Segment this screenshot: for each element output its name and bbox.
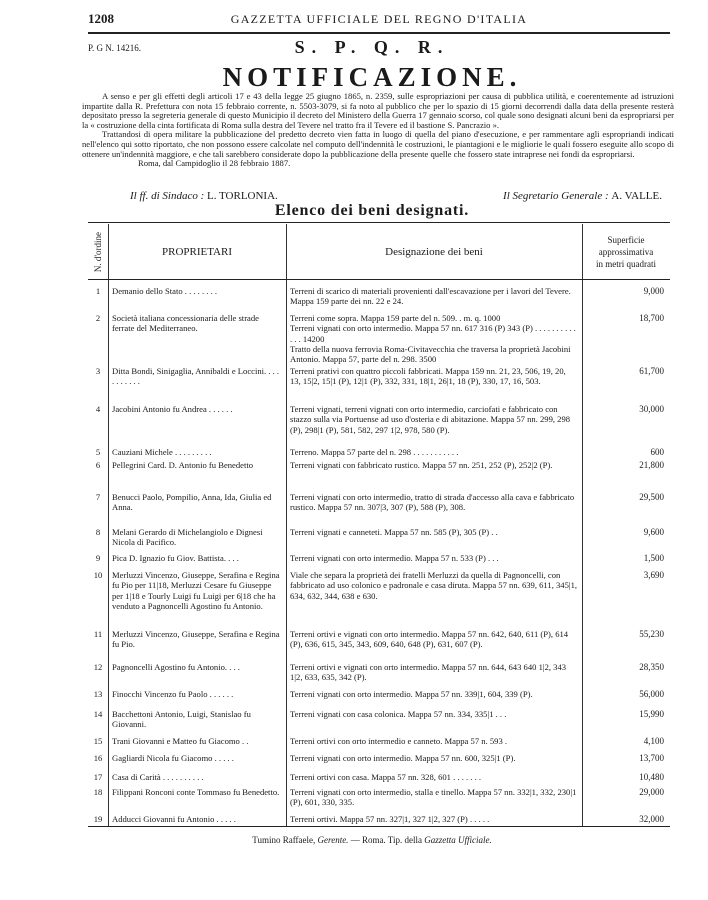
- row-area: 61,700: [639, 366, 664, 376]
- row-owner: Pica D. Ignazio fu Giov. Battista. . . .: [112, 553, 239, 563]
- header-rule: [88, 32, 670, 34]
- notice-date: Roma, dal Campidoglio il 28 febbraio 1887.: [138, 158, 291, 169]
- row-goods: Terreni vignati con orto intermedio, stalla e tinello. Mappa 57 nn. 332|1, 332, 230|1 (P), 601, 330, 335.: [290, 787, 577, 808]
- page-number: 1208: [88, 11, 114, 26]
- row-owner: Casa di Carità . . . . . . . . . .: [112, 772, 204, 782]
- row-area: 30,000: [639, 404, 664, 414]
- row-number: 6: [95, 460, 101, 470]
- row-owner: Ditta Bondi, Sinigaglia, Annibaldi e Loccini. . . . . . . . . . .: [112, 366, 280, 387]
- signature-mayor-name: L. TORLONIA.: [207, 190, 278, 202]
- row-number: 15: [93, 736, 103, 746]
- printer-footer: [0, 835, 708, 845]
- row-owner: Benucci Paolo, Pompilio, Anna, Ida, Giulia ed Anna.: [112, 492, 272, 513]
- row-goods: Terreni vignati con fabbricato rustico. Mappa 57 nn. 251, 252 (P), 252|2 (P).: [290, 460, 553, 470]
- row-owner: Bacchettoni Antonio, Luigi, Stanislao fu Giovanni.: [112, 709, 251, 730]
- row-area: 28,350: [639, 662, 664, 672]
- row-number: 13: [93, 689, 103, 699]
- notice-paragraph-1: A senso e per gli effetti degli articoli 17 e 43 della legge 25 giugno 1865, n. 2359, sulle espropriazioni per causa di pubblica utilità, e coerentemente ad istruzioni impartite dalla R. Prefettura con nota 15 febbraio corrente, n. 5503-3079, si fa noto al pubblico che per lo spazio di 15 giorni decorrendi dalla data della presente resterà depositato presso la segreteria generale di questo Municipio il decreto del Ministero della Guerra 17 gennaio scorso, col quale sono designati alcuni beni da espropriarsi per la « costruzione della cinta fortificata di Roma sulla destra del Tevere nel tratto fra il Tevere ed il bastione S. Pancrazio ».: [82, 91, 674, 130]
- row-goods: Terreni prativi con quattro piccoli fabbricati. Mappa 159 nn. 21, 23, 506, 19, 20, 13, 15|2, 15|1 (P), 12|1 (P), 332, 331, 18|1, 26|1, 18 (P), 330, 17, 16, 503.: [290, 366, 566, 387]
- row-number: 17: [93, 772, 103, 782]
- footer-manager-role: Gerente.: [317, 835, 349, 845]
- row-area: 29,500: [639, 492, 664, 502]
- row-number: 10: [93, 570, 103, 580]
- row-owner: Merluzzi Vincenzo, Giuseppe, Serafina e Regina fu Pio.: [112, 629, 280, 650]
- row-number: 4: [95, 404, 101, 414]
- header-owners: PROPRIETARI: [161, 245, 233, 258]
- list-title-rule: [88, 222, 670, 223]
- row-goods: Terreni ortivi e vignati con orto intermedio. Mappa 57 nn. 642, 640, 611 (P), 614 (P), 636, 615, 345, 343, 609, 640, 648 (P), 631, 607 (P).: [290, 629, 569, 650]
- row-area: 600: [650, 447, 664, 457]
- notice-body: [82, 92, 674, 169]
- page-header: [88, 11, 670, 31]
- row-goods: Terreni ortivi con casa. Mappa 57 nn. 328, 601 . . . . . . .: [290, 772, 482, 782]
- row-owner: Finocchi Vincenzo fu Paolo . . . . . .: [112, 689, 234, 699]
- row-owner: Pellegrini Card. D. Antonio fu Benedetto: [112, 460, 254, 470]
- bottom-rule: [88, 826, 670, 827]
- row-owner: Società italiana concessionaria delle strade ferrate del Mediterraneo.: [112, 313, 259, 334]
- row-goods: Terreni ortivi. Mappa 57 nn. 327|1, 327 1|2, 327 (P) . . . . .: [290, 814, 490, 824]
- row-number: 9: [95, 553, 101, 563]
- column-divider: [108, 224, 109, 826]
- row-area: 1,500: [643, 553, 664, 563]
- row-goods: Terreni vignati con casa colonica. Mappa 57 nn. 334, 335|1 . . .: [290, 709, 507, 719]
- row-number: 18: [93, 787, 103, 797]
- column-divider: [286, 224, 287, 826]
- column-divider: [582, 224, 583, 826]
- row-area: 3,690: [643, 570, 664, 580]
- row-owner: Demanio dello Stato . . . . . . . .: [112, 286, 218, 296]
- header-number-label: N. d'ordine: [93, 231, 103, 272]
- row-area: 9,000: [643, 286, 664, 296]
- row-owner: Pagnoncelli Agostino fu Antonio. . . .: [112, 662, 240, 672]
- notice-paragraph-2: Trattandosi di opera militare la pubblicazione del predetto decreto vien fatta in luogo di quella del piano d'esecuzione, e per rammentare agli espropriandi indicati nell'elenco qui sotto riportato, che non possono essere calcolate nel computo dell'indennità le costruzioni, le piantagioni e le migliorie le quali fossero eseguite allo scopo di ottenere un'indennità maggiore, e che tali sarebbero considerate dopo la pubblicazione della presente quelle che fossero state intraprese nei fondi da espropriarsi.: [82, 129, 674, 159]
- row-owner: Filippani Ronconi conte Tommaso fu Benedetto.: [112, 787, 280, 797]
- row-area: 56,000: [639, 689, 664, 699]
- row-goods: Terreni come sopra. Mappa 159 parte del n. 509. . m. q. 1000 Terreni vignati con orto intermedio. Mappa 57 nn. 617 316 (P) 343 (P) . . . . . . . . . . . . . 14200 Tratto della nuova ferrovia Roma-Civitavecchia che traversa la proprietà Jacobini Antonio. Mappa 57, parte del n. 298. 3500: [290, 313, 576, 365]
- gazette-title: GAZZETTA UFFICIALE DEL REGNO D'ITALIA: [230, 12, 528, 26]
- signature-mayor-label: Il ff. di Sindaco :: [130, 190, 205, 202]
- row-goods: Terreni vignati con orto intermedio. Mappa 57 nn. 600, 325|1 (P).: [290, 753, 516, 763]
- row-goods: Terreni vignati con orto intermedio, tratto di strada d'accesso alla cava e fabbricato rustico. Mappa 57 nn. 307|3, 307 (P), 588 (P), 308.: [290, 492, 575, 513]
- row-goods: Terreni di scarico di materiali provenienti dall'escavazione per i lavori del Tevere. Mappa 159 parte dei nn. 22 e 24.: [290, 286, 571, 307]
- notice-heading: NOTIFICAZIONE.: [222, 62, 522, 92]
- row-area: 10,480: [639, 772, 664, 782]
- row-number: 1: [95, 286, 101, 296]
- row-area: 18,700: [639, 313, 664, 323]
- row-owner: Cauziani Michele . . . . . . . . .: [112, 447, 212, 457]
- header-area-line: approssimativa: [598, 246, 654, 257]
- row-area: 32,000: [639, 814, 664, 824]
- row-goods: Terreni ortivi e vignati con orto intermedio. Mappa 57 nn. 644, 643 640 1|2, 343 1|2, 633, 635, 342 (P).: [290, 662, 567, 683]
- header-goods: Designazione dei beni: [385, 245, 483, 258]
- header-area-line: Superficie: [607, 234, 645, 245]
- row-number: 8: [95, 527, 101, 537]
- signature-secretary-label: Il Segretario Generale :: [503, 190, 609, 202]
- row-number: 2: [95, 313, 101, 323]
- signature-secretary: [503, 190, 662, 202]
- signatures: [130, 190, 662, 202]
- row-owner: Melani Gerardo di Michelangiolo e Dignesi Nicola di Pacifico.: [112, 527, 263, 548]
- row-owner: Merluzzi Vincenzo, Giuseppe, Serafina e Regina fu Pio per 11|18, Merluzzi Cesare fu Giuseppe per 1|18 e Tourly Luigi fu Luigi per 6|18 che ha venduto a Pagnoncelli Agostino fu Antonio.: [112, 570, 280, 611]
- row-goods: Terreni vignati e canneteti. Mappa 57 nn. 585 (P), 305 (P) . .: [290, 527, 498, 537]
- row-goods: Terreni vignati con orto intermedio. Mappa 57 nn. 339|1, 604, 339 (P).: [290, 689, 533, 699]
- row-owner: Trani Giovanni e Matteo fu Giacomo . .: [112, 736, 249, 746]
- row-area: 21,800: [639, 460, 664, 470]
- notice-reference: P. G N. 14216.: [88, 43, 142, 53]
- table-header: [88, 224, 670, 280]
- signature-secretary-name: A. VALLE.: [611, 190, 662, 202]
- row-number: 14: [93, 709, 103, 719]
- row-goods: Viale che separa la proprietà dei fratelli Merluzzi da quella di Pagnoncelli, con fabbricato ad uso colonico e padronale e casa diruta. Mappa 57 nn. 639, 611, 345|1, 634, 632, 344, 638 e 630.: [290, 570, 578, 601]
- row-number: 5: [95, 447, 101, 457]
- list-title: Elenco dei beni designati.: [274, 202, 470, 219]
- row-goods: Terreni vignati, terreni vignati con orto intermedio, carciofati e fabbricato con stazzo sulla via Portuense ad uso d'osteria e di abitazione. Mappa 57 nn. 299, 298 (P), 298|1 (P), 581, 582, 297 1|2, 978, 580 (P).: [290, 404, 571, 435]
- header-number: [88, 224, 108, 279]
- row-area: 15,990: [639, 709, 664, 719]
- header-area-line: in metri quadrati: [596, 258, 656, 269]
- footer-gazette: Gazzetta Ufficiale.: [424, 835, 492, 845]
- spqr-heading: S. P. Q. R.: [294, 37, 450, 57]
- row-number: 19: [93, 814, 103, 824]
- row-goods: Terreni vignati con orto intermedio. Mappa 57 n. 533 (P) . . .: [290, 553, 499, 563]
- row-number: 12: [93, 662, 103, 672]
- row-owner: Adducci Giovanni fu Antonio . . . . .: [112, 814, 236, 824]
- row-number: 3: [95, 366, 101, 376]
- row-goods: Terreno. Mappa 57 parte del n. 298 . . . . . . . . . . .: [290, 447, 459, 457]
- row-area: 29,000: [639, 787, 664, 797]
- header-area: [582, 224, 670, 279]
- row-number: 7: [95, 492, 101, 502]
- signature-mayor: [130, 190, 278, 202]
- row-number: 11: [93, 629, 103, 639]
- row-goods: Terreni ortivi con orto intermedio e canneto. Mappa 57 n. 593 .: [290, 736, 508, 746]
- footer-printer: — Roma. Tip. della: [350, 835, 422, 845]
- goods-table: [88, 224, 670, 824]
- row-area: 4,100: [643, 736, 664, 746]
- row-number: 16: [93, 753, 103, 763]
- row-area: 13,700: [639, 753, 664, 763]
- row-area: 9,600: [643, 527, 664, 537]
- row-owner: Gagliardi Nicola fu Giacomo . . . . .: [112, 753, 234, 763]
- row-owner: Jacobini Antonio fu Andrea . . . . . .: [112, 404, 233, 414]
- footer-manager: Tumino Raffaele,: [252, 835, 316, 845]
- row-area: 55,230: [639, 629, 664, 639]
